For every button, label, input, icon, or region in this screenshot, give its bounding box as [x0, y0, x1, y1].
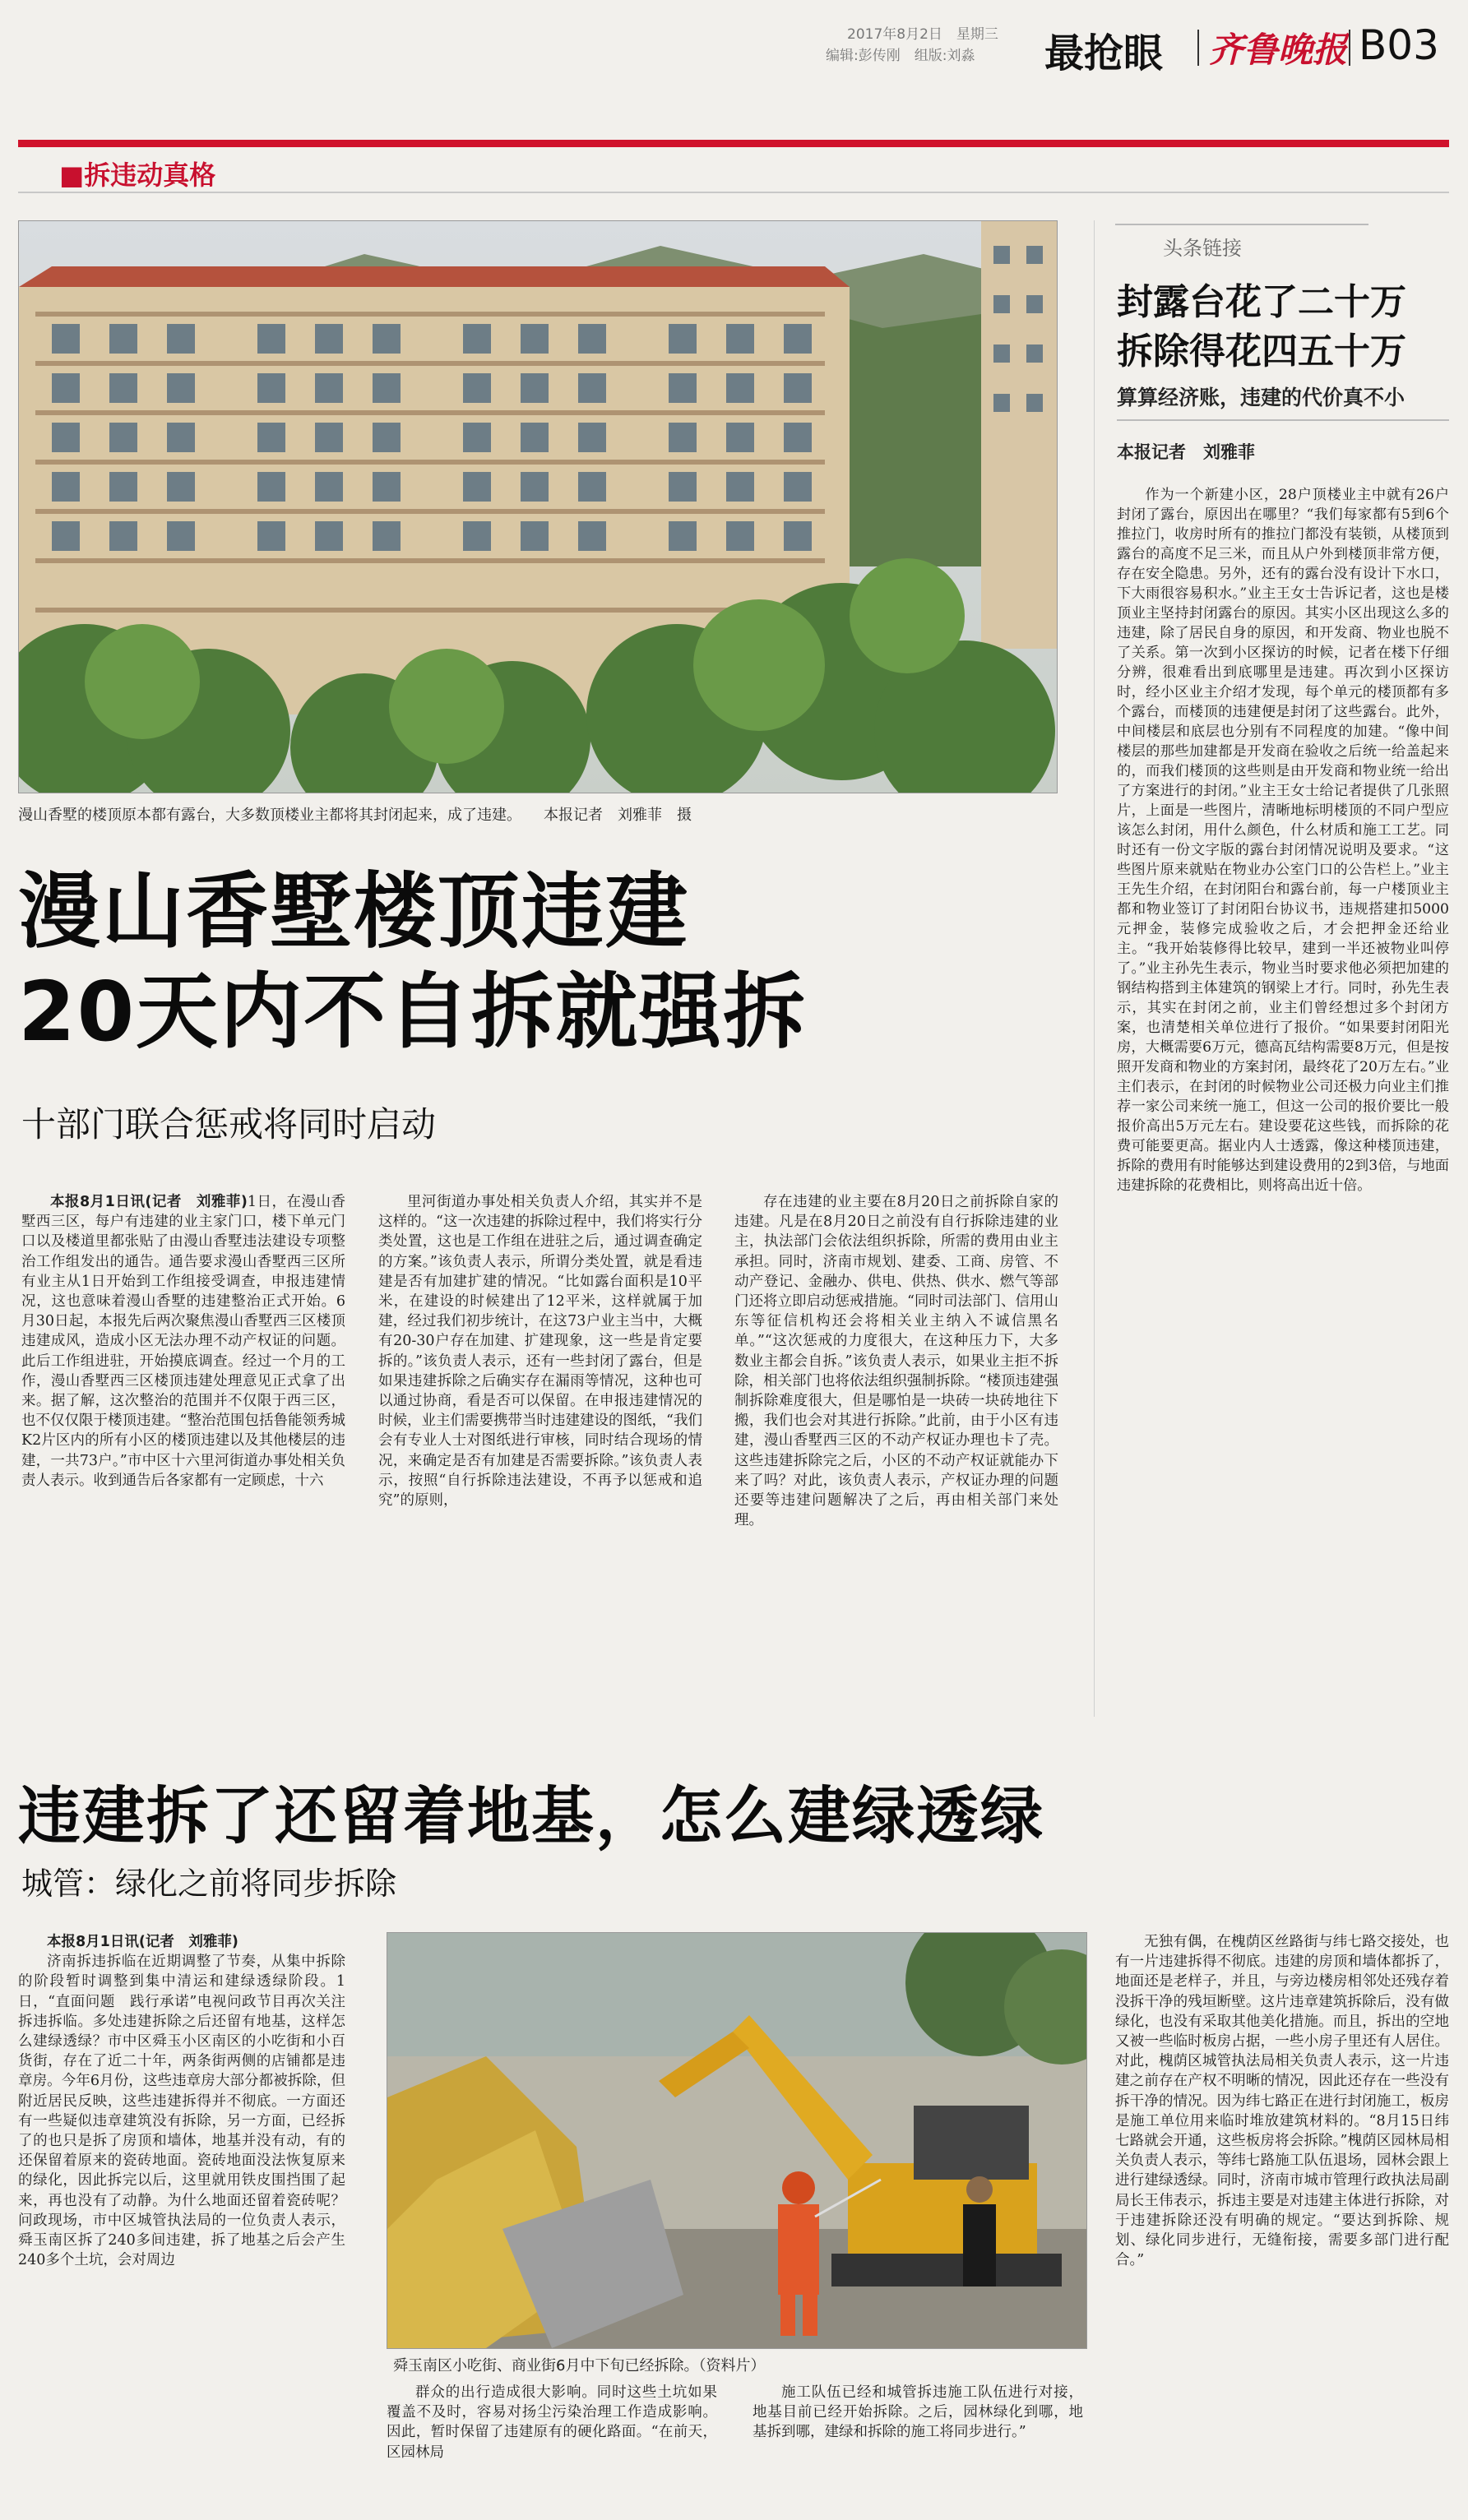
- sidebar-headline-line2: 拆除得花四五十万: [1117, 331, 1406, 372]
- sidebar-divider: [1094, 220, 1095, 1717]
- photo2-caption: 舜玉南区小吃街、商业街6月中下旬已经拆除。（资料片）: [393, 2357, 766, 2374]
- photo-apartment-buildings: [18, 220, 1058, 793]
- story1-column-1: [21, 1192, 345, 1712]
- sidebar-rule: [1117, 419, 1449, 421]
- photo-demolition: [387, 1932, 1087, 2349]
- story1-column-2: [378, 1192, 702, 1712]
- date-line: 2017年8月2日 星期三: [847, 26, 998, 43]
- sidebar-tag: 头条链接: [1163, 237, 1242, 260]
- story1-column-3: [734, 1192, 1058, 1712]
- section-rule: [18, 192, 1449, 193]
- story1-lead: 本报8月1日讯(记者 刘雅菲): [50, 1194, 248, 1210]
- sidebar-subhead: 算算经济账，违建的代价真不小: [1117, 386, 1405, 409]
- masthead-divider-2: [1349, 30, 1350, 66]
- story2-headline: 违建拆了还留着地基，怎么建绿透绿: [18, 1779, 1044, 1852]
- story2-column-3: [1115, 1932, 1449, 2508]
- apartment-illustration: [19, 221, 1057, 793]
- sidebar-byline: 本报记者 刘雅菲: [1117, 442, 1255, 462]
- sidebar-headline-line1: 封露台花了二十万: [1117, 281, 1406, 323]
- sidebar-tag-rule: [1115, 224, 1368, 225]
- story2-colmid2-text: 施工队伍已经和城管拆违施工队伍进行对接，地基目前已经开始拆除。之后，园林绿化到哪，地基拆到哪，建绿和拆除的施工将同步进行。”: [753, 2384, 1083, 2441]
- story2-col1-text: 济南拆违拆临在近期调整了节奏，从集中拆除的阶段暂时调整到集中清运和建绿透绿阶段。1日，“直面问题 践行承诺”电视问政节目再次关注拆违拆临。多处违建拆除之后还留有地基，这样怎么建绿透绿？市中区舜玉小区南区的小吃街和小百货街，存在了近二十年，两条街两侧的店铺都是违章房。今年6月份，这些违章房大部分都被拆除，但附近居民反映，这些违建拆得并不彻底。一方面还有一些疑似违章建筑没有拆除，另一方面，已经拆了的也只是拆了房顶和墙体，地基并没有动，有的还保留着原来的瓷砖地面。瓷砖地面没法恢复原来的绿化，因此拆完以后，这里就用铁皮围挡围了起来，再也没有了动静。为什么地面还留着瓷砖呢？问政现场，市中区城管执法局的一位负责人表示，舜玉南区拆了240多间违建，拆了地基之后会产生240多个土坑，会对周边: [18, 1954, 345, 2269]
- story1-col2-text: 里河街道办事处相关负责人介绍，其实并不是这样的。“这一次违建的拆除过程中，我们将实行分类处置，这也是工作组在进驻之后，通过调查确定的方案。”该负责人表示，所谓分类处置，就是看违建是否有加建扩建的情况。“比如露台面积是10平米，在建设的时候建出了12平米，这样就属于加建，经过我们初步统计，在这73户业主当中，大概有20-30户存在加建、扩建现象，这一些是肯定要拆的。”该负责人表示，还有一些封闭了露台，但是如果违建拆除之后确实存在漏雨等情况，这种也可以通过协商，看是否可以保留。在申报违建情况的时候，业主们需要携带当时违建建设的图纸，“我们会有专业人士对图纸进行审核，同时结合现场的情况，来确定是否有加建是否需要拆除。”该负责人表示，按照“自行拆除违法建设，不再予以惩戒和追究”的原则，: [378, 1194, 702, 1510]
- editor-line: 编辑:彭传刚 组版:刘淼: [826, 48, 975, 64]
- column-title: 最抢眼: [1044, 30, 1164, 76]
- masthead-divider: [1197, 30, 1199, 66]
- story2-colmid1-text: 群众的出行造成很大影响。同时这些土坑如果覆盖不及时，容易对扬尘污染治理工作造成影响。因此，暂时保留了违建原有的硬化路面。“在前天，区园林局: [387, 2384, 717, 2461]
- sidebar-body-text: 作为一个新建小区，28户顶楼业主中就有26户封闭了露台，原因出在哪里？“我们每家都有5到6个推拉门，收房时所有的推拉门都没有装锁，从楼顶到露台的高度不足三米，而且从户外到楼顶非常方便，存在安全隐患。另外，还有的露台没有设计下水口，下大雨很容易积水。”业主王女士告诉记者，这也是楼顶业主坚持封闭露台的原因。其实小区出现这么多的违建，除了居民自身的原因，和开发商、物业也脱不了关系。第一次到小区探访的时候，记者在楼下仔细分辨，很难看出到底哪里是违建。再次到小区探访时，经小区业主介绍才发现，每个单元的楼顶都有多个露台，而楼顶的违建便是封闭了这些露台。此外，中间楼层和底层也分别有不同程度的加建。“像中间楼层的那些加建都是开发商在验收之后统一给盖起来的，而我们楼顶的这些则是由开发商和物业统一给出了方案进行的封闭。”业主王女士给记者提供了几张照片，上面是一些图片，清晰地标明楼顶的不同户型应该怎么封闭，用什么颜色，什么材质和施工工艺。同时还有一份文字版的露台封闭情况说明及要求。“这些图片原来就贴在物业办公室门口的公告栏上。”业主王先生介绍，在封闭阳台和露台前，每一户楼顶业主都和物业签订了封闭阳台协议书，违规搭建扣5000元押金，装修完成验收之后，才会把押金还给业主。“我开始装修得比较早，建到一半还被物业叫停了。”业主孙先生表示，物业当时要求他必须把加建的钢结构搭到主体建筑的钢梁上才行。同时，孙先生表示，其实在封闭之前，业主们曾经想过多个封闭方案，也清楚相关单位进行了报价。“如果要封闭阳光房，大概需要6万元，德高瓦结构需要8万元，但是按照开发商和物业的方案封闭，最终花了20万左右。”业主们表示，在封闭的时候物业公司还极力向业主们推荐一家公司来统一施工，但这一公司的报价要比一般报价高出5万元左右。建设要花这些钱，而拆除的花费可能要更高。据业内人士透露，像这种楼顶违建，拆除的费用有时能够达到建设费用的2到3倍，与地面违建拆除的花费相比，则将高出近十倍。: [1117, 487, 1449, 1194]
- photo1-caption: 漫山香墅的楼顶原本都有露台，大多数顶楼业主都将其封闭起来，成了违建。 本报记者 刘雅菲 摄: [18, 807, 692, 824]
- story2-column-mid-1: [387, 2383, 717, 2506]
- story2-lead: 本报8月1日讯(记者 刘雅菲): [47, 1934, 238, 1950]
- sidebar-body: [1117, 485, 1449, 1704]
- story1-col3-text: 存在违建的业主要在8月20日之前拆除自家的违建。凡是在8月20日之前没有自行拆除违建的业主，执法部门会依法组织拆除，所需的费用由业主承担。同时，济南市规划、建委、工商、房管、不动产登记、金融办、供电、供热、供水、燃气等部门还将立即启动惩戒措施。“同时司法部门、信用山东等征信机构还会将相关业主纳入不诚信黑名单。”“这次惩戒的力度很大，在这种压力下，大多数业主都会自拆。”该负责人表示，如果业主拒不拆除，相关部门也将依法组织强制拆除。“楼顶违建强制拆除难度很大，但是哪怕是一块砖一块砖地往下搬，我们也会对其进行拆除。”此前，由于小区有违建，漫山香墅西三区的不动产权证办理也卡了壳。这些违建拆除完之后，小区的不动产权证就能办下来了吗？对此，该负责人表示，产权证办理的问题还要等违建问题解决了之后，再由相关部门来处理。: [734, 1194, 1058, 1529]
- story2-col3-text: 无独有偶，在槐荫区丝路街与纬七路交接处，也有一片违建拆得不彻底。违建的房顶和墙体都拆了，地面还是老样子，并且，与旁边楼房相邻处还残存着没拆干净的残垣断壁。这片违章建筑拆除后，没有做绿化，也没有采取其他美化措施。而且，拆出的空地又被一些临时板房占据，一些小房子里还有人居住。对此，槐荫区城管执法局相关负责人表示，这一片违建之前存在产权不明晰的情况，因此还存在一些没有拆干净的情况。因为纬七路正在进行封闭施工，板房是施工单位用来临时堆放建筑材料的。“8月15日纬七路就会开通，这些板房将会拆除。”槐荫区园林局相关负责人表示，等纬七路施工队伍退场，园林会跟上进行建绿透绿。同时，济南市城市管理行政执法局副局长王伟表示，拆违主要是对违建主体进行拆除，对于违建拆除还没有明确的规定。“要达到拆除、规划、绿化同步进行，无缝衔接，需要多部门进行配合。”: [1115, 1934, 1449, 2269]
- story2-subhead: 城管：绿化之前将同步拆除: [21, 1866, 397, 1902]
- section-tag: ■拆违动真格: [59, 160, 216, 191]
- page-number: B03: [1359, 21, 1439, 69]
- story1-headline-line2: 20天内不自拆就强拆: [18, 964, 808, 1060]
- story1-subhead: 十部门联合惩戒将同时启动: [21, 1104, 437, 1144]
- masthead-red-bar: [18, 140, 1449, 147]
- story2-column-mid-2: [753, 2383, 1083, 2506]
- paper-name-logo: 齐鲁晚报: [1209, 30, 1348, 70]
- story1-headline-line1: 漫山香墅楼顶违建: [18, 863, 689, 959]
- story2-column-1: [18, 1932, 345, 2508]
- story1-col1-text: 1日，在漫山香墅西三区，每户有违建的业主家门口，楼下单元门口以及楼道里都张贴了由漫山香墅违法建设专项整治工作组发出的通告。通告要求漫山香墅西三区所有业主从1日开始到工作组接受调查，申报违建情况，这也意味着漫山香墅的违建整治正式开始。6月30日起，本报先后两次聚焦漫山香墅西三区楼顶违建成风，造成小区无法办理不动产权证的问题。此后工作组进驻，开始摸底调查。经过一个月的工作，漫山香墅西三区楼顶违建处理意见正式拿了出来。据了解，这次整治的范围并不仅限于西三区，也不仅仅限于楼顶违建。“整治范围包括鲁能领秀城K2片区内的所有小区的楼顶违建以及其他楼层的违建，一共73户。”市中区十六里河街道办事处相关负责人表示。收到通告后各家都有一定顾虑，十六: [21, 1194, 345, 1489]
- demolition-illustration: [387, 1933, 1086, 2348]
